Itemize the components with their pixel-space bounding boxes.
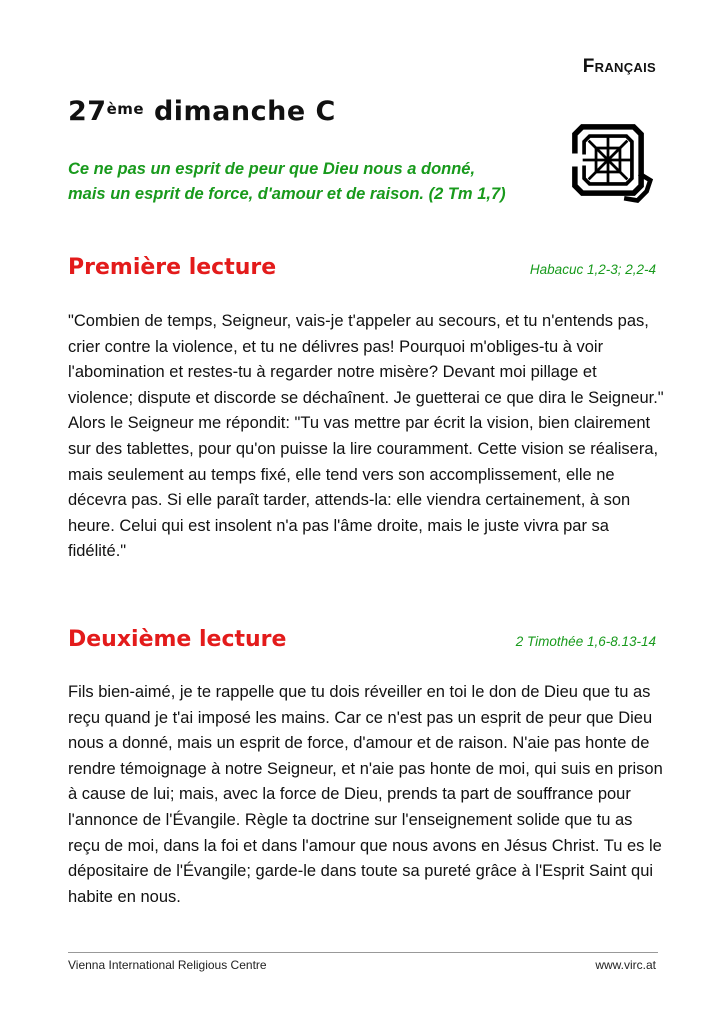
reading-2-heading: Deuxième lecture: [68, 627, 287, 652]
reading-2-text: Fils bien-aimé, je te rappelle que tu dois réveiller en toi le don de Dieu que tu as reçu quand je t'ai imposé les mains. Car ce n'est pas un esprit de peur que Dieu nous a donné, mais un esprit de force, d'amour et de raison. N'aie pas honte de rendre témoignage à notre Seigneur, et n'aie pas honte de moi, qui suis en prison à cause de lui; mais, avec la force de Dieu, prends ta part de souffrance pour l'annonce de l'Évangile. Règle ta doctrine sur l'enseignement solide que tu as reçu de moi, dans la foi et dans l'amour que nous avons en Jésus Christ. Tu es le dépositaire de l'Évangile; garde-le dans toute sa pureté grâce à l'Esprit Saint qui habite en nous.: [68, 683, 663, 906]
reading-2-reference: 2 Timothée 1,6-8.13-14: [515, 634, 656, 649]
footer-organization: Vienna International Religious Centre: [68, 958, 267, 972]
motto-line-2: mais un esprit de force, d'amour et de raison. (2 Tm 1,7): [68, 185, 506, 203]
title-superscript: ème: [106, 100, 145, 118]
virc-cross-emblem-icon: [562, 114, 654, 206]
motto-line-1: Ce ne pas un esprit de peur que Dieu nous a donné,: [68, 160, 476, 178]
reading-1-reference: Habacuc 1,2-3; 2,2-4: [529, 262, 656, 277]
motto: [68, 157, 568, 207]
language-label: Français: [582, 56, 656, 77]
footer-divider: [68, 952, 658, 953]
title-number: 27: [68, 96, 107, 127]
reading-1-text: "Combien de temps, Seigneur, vais-je t'appeler au secours, et tu n'entends pas, crier contre la violence, et tu ne délivres pas! Pourquoi m'obliges-tu à voir l'abomination et restes-tu à regarder notre misère? Devant moi pillage et violence; dispute et discorde se déchaînent. Je guetterai ce que dira le Seigneur." Alors le Seigneur me répondit: "Tu vas mettre par écrit la vision, bien clairement sur des tablettes, pour qu'on puisse la lire couramment. Cette vision se réalisera, mais seulement au temps fixé, elle tend vers son accomplissement, elle ne décevra pas. Si elle paraît tarder, attends-la: elle viendra certainement, à son heure. Celui qui est insolent n'a pas l'âme droite, mais le juste vivra par sa fidélité.": [68, 312, 664, 561]
page-title: [68, 96, 336, 127]
footer-website: www.virc.at: [595, 958, 656, 972]
title-rest: dimanche C: [144, 96, 336, 127]
reading-1-heading: Première lecture: [68, 255, 277, 280]
